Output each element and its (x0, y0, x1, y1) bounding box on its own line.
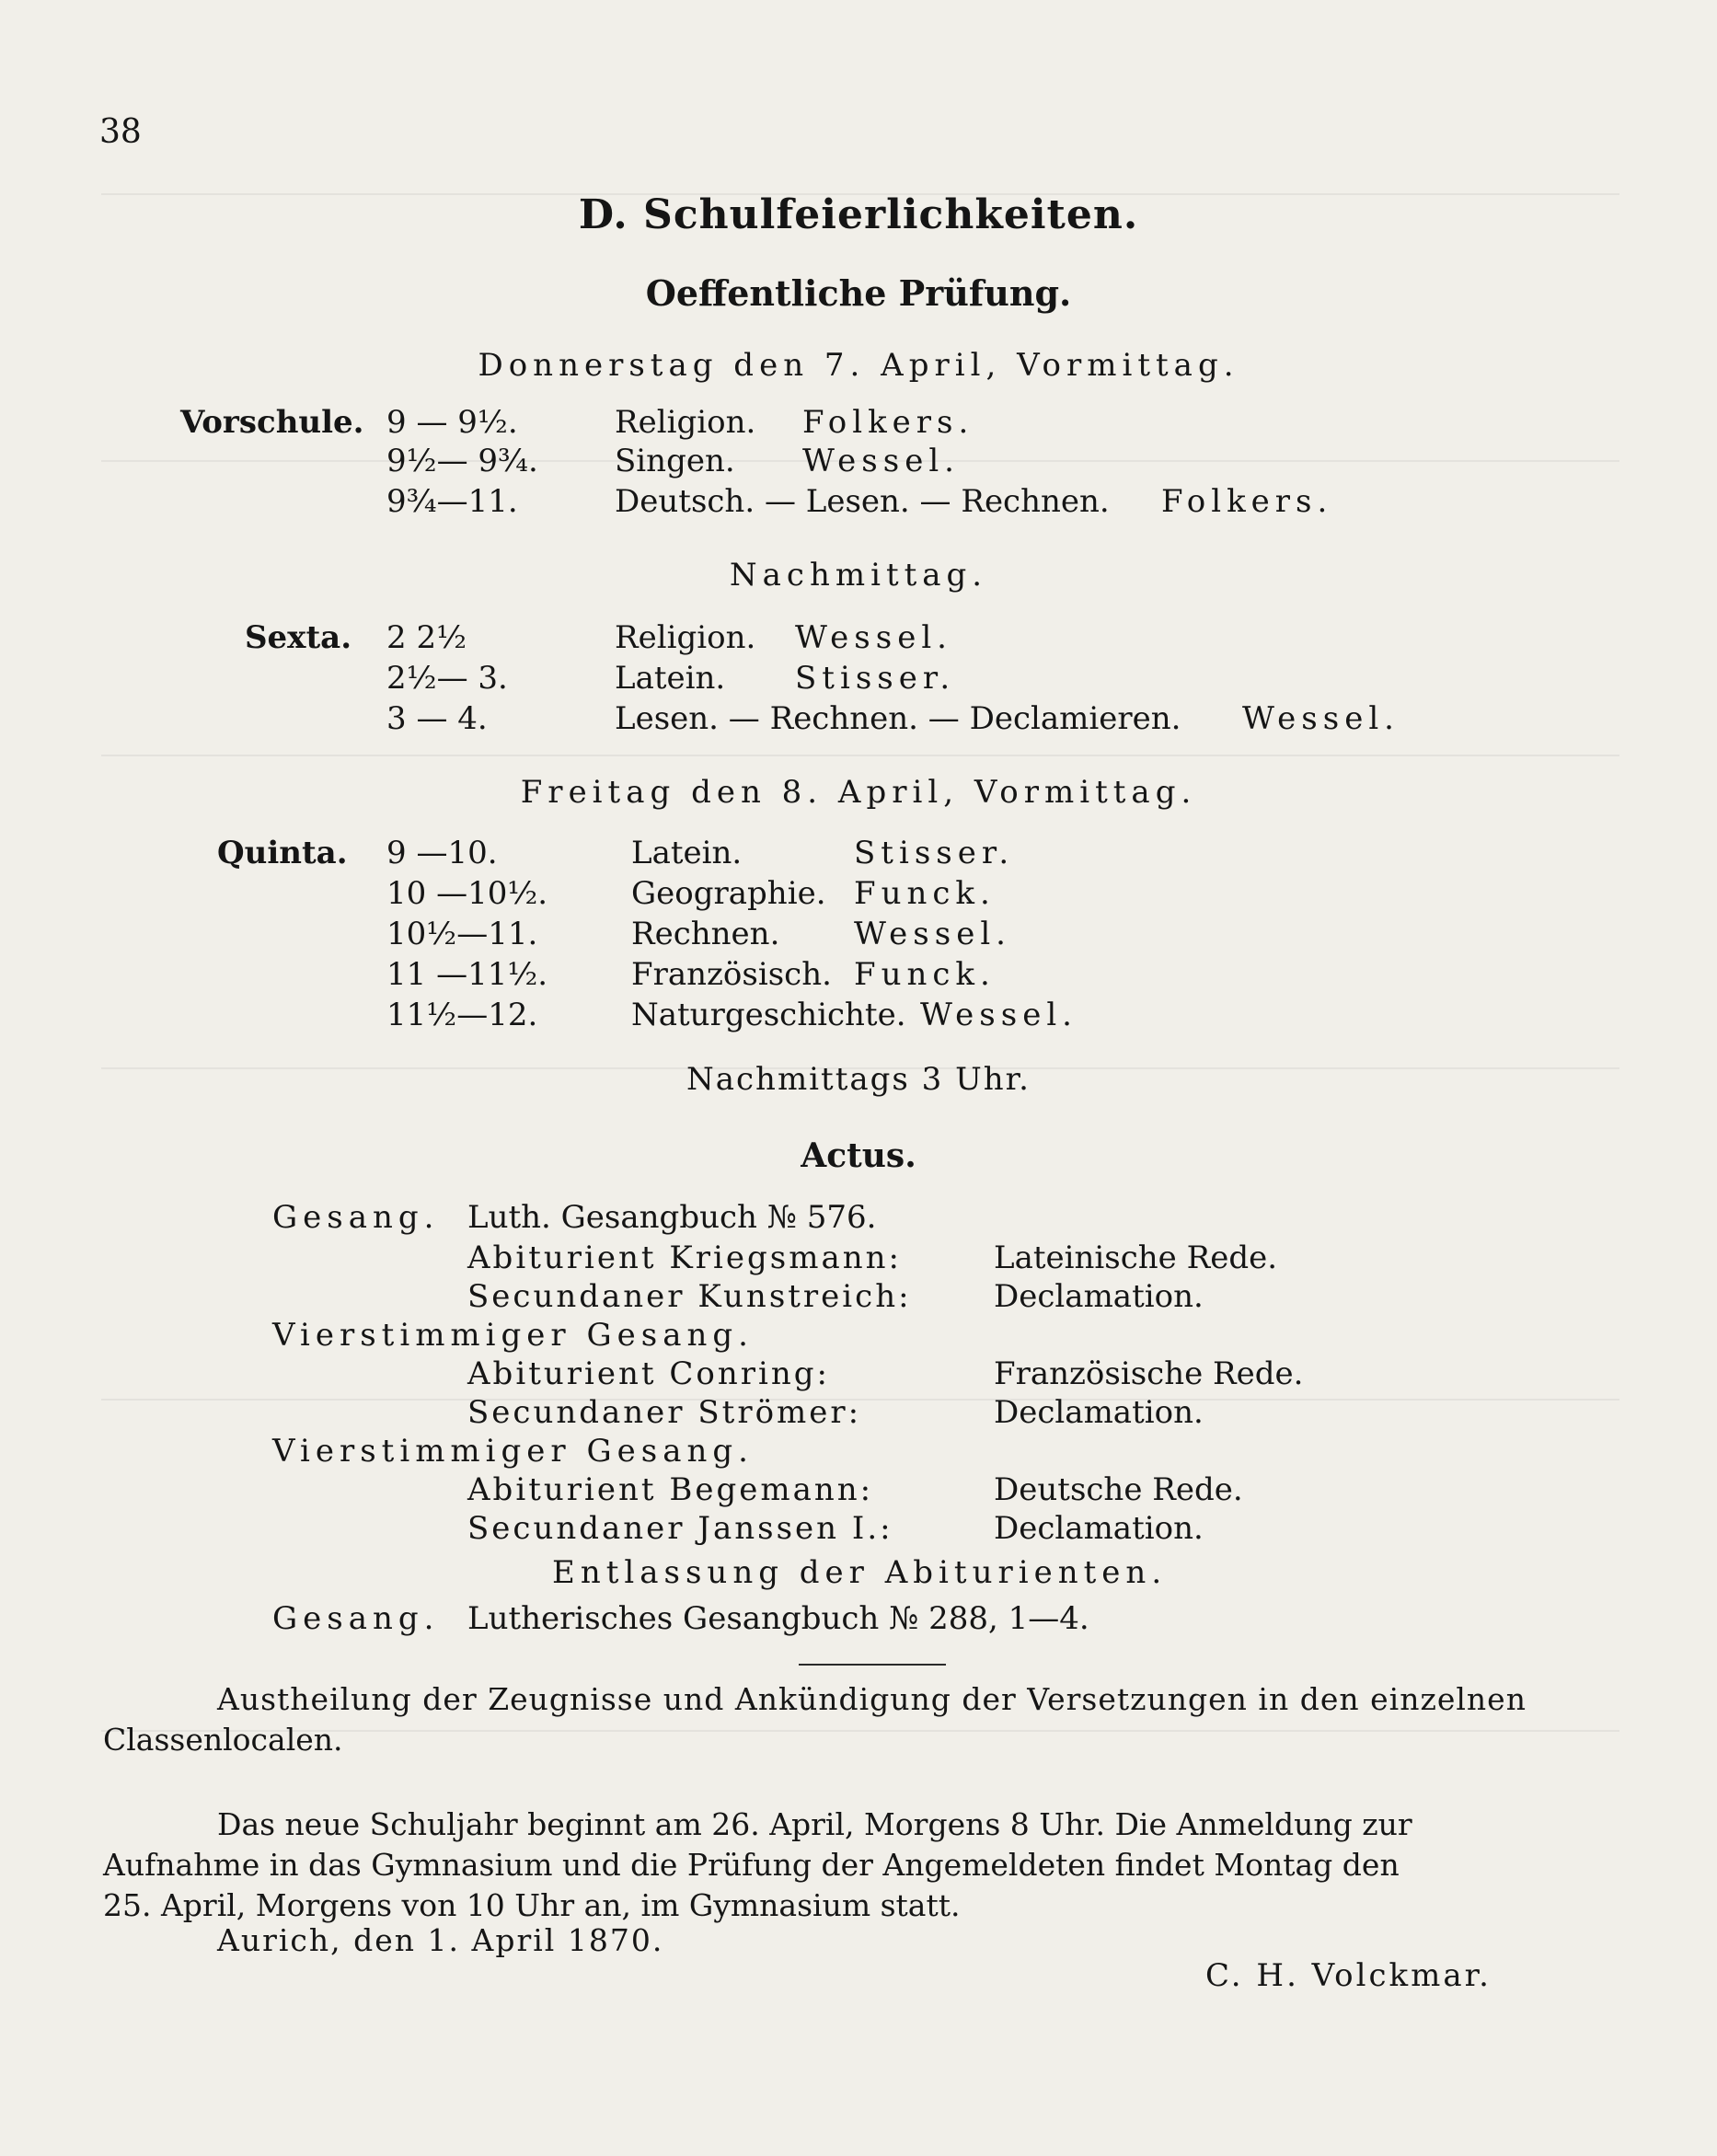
schedule-subject: Religion. (615, 404, 756, 441)
signature: C. H. Volckmar. (1205, 1957, 1492, 1994)
schedule-subject: Deutsch. — Lesen. — Rechnen. (615, 483, 1110, 520)
schedule-time: 10½—11. (386, 916, 538, 952)
speaker: Secundaner Strömer: (467, 1394, 862, 1431)
speech-type: Declamation. (994, 1510, 1204, 1547)
schedule-time: 9½— 9¾. (386, 443, 538, 479)
day1-heading: Donnerstag den 7. April, Vormittag. (478, 347, 1239, 384)
place-date: Aurich, den 1. April 1870. (217, 1922, 664, 1958)
speech-type: Deutsche Rede. (994, 1471, 1243, 1508)
schedule-time: 3 — 4. (386, 700, 488, 737)
schedule-time: 9 —10. (386, 835, 498, 871)
schedule-subject: Singen. (615, 443, 735, 479)
day2-afternoon-heading: Nachmittags 3 Uhr. (686, 1061, 1031, 1098)
schedule-time: 2 2½ (386, 619, 467, 656)
speech-type: Declamation. (994, 1394, 1204, 1431)
choir-song: Vierstimmiger Gesang. (272, 1317, 754, 1354)
notice-line: Classenlocalen. (103, 1722, 343, 1758)
choir-song: Vierstimmiger Gesang. (272, 1433, 754, 1470)
schedule-teacher: Wessel. (802, 443, 960, 479)
schedule-subject: Naturgeschichte. (631, 997, 906, 1033)
schedule-subject: Geographie. (631, 875, 826, 912)
hymn-reference: Lutherisches Gesangbuch № 288, 1—4. (467, 1600, 1089, 1637)
subsection-title: Oeffentliche Prüfung. (645, 272, 1072, 314)
bleed-through-line (101, 755, 1619, 756)
section-title: D. Schulfeierlichkeiten. (578, 191, 1139, 238)
schedule-time: 11½—12. (386, 997, 538, 1033)
speaker: Abiturient Begemann: (467, 1471, 874, 1508)
speaker: Abiturient Kriegsmann: (467, 1239, 902, 1276)
announcement-line: 25. April, Morgens von 10 Uhr an, im Gymnasium statt. (103, 1887, 961, 1923)
sexta-label: Sexta. (245, 619, 352, 656)
day2-heading: Freitag den 8. April, Vormittag. (520, 774, 1197, 811)
speech-type: Französische Rede. (994, 1355, 1304, 1392)
separator-rule (799, 1664, 946, 1666)
schedule-time: 10 —10½. (386, 875, 548, 912)
gesang-label: Gesang. (272, 1600, 440, 1637)
gesang-label: Gesang. (272, 1199, 440, 1236)
page-number: 38 (99, 113, 142, 151)
speaker: Abiturient Conring: (467, 1355, 830, 1392)
hymn-reference: Luth. Gesangbuch № 576. (467, 1199, 877, 1236)
vorschule-label: Vorschule. (180, 404, 364, 441)
schedule-subject: Latein. (615, 660, 726, 697)
schedule-teacher: Folkers. (802, 404, 974, 441)
schedule-teacher: Stisser. (795, 660, 956, 697)
schedule-subject: Religion. (615, 619, 756, 656)
schedule-time: 2½— 3. (386, 660, 508, 697)
announcement-line: Das neue Schuljahr beginnt am 26. April, Morgens 8 Uhr. Die Anmeldung zur (217, 1806, 1412, 1842)
schedule-teacher: Funck. (854, 875, 996, 912)
speaker: Secundaner Kunstreich: (467, 1278, 912, 1315)
speech-type: Lateinische Rede. (994, 1239, 1278, 1276)
speech-type: Declamation. (994, 1278, 1204, 1315)
speaker: Secundaner Janssen I.: (467, 1510, 893, 1547)
schedule-subject: Französisch. (631, 956, 832, 993)
schedule-time: 11 —11½. (386, 956, 548, 993)
schedule-teacher: Stisser. (854, 835, 1015, 871)
schedule-teacher: Wessel. (795, 619, 952, 656)
day1-afternoon-heading: Nachmittag. (729, 557, 988, 594)
schedule-time: 9 — 9½. (386, 404, 518, 441)
notice-line: Austheilung der Zeugnisse und Ankündigung der Versetzungen in den einzelnen (217, 1681, 1527, 1717)
schedule-subject: Latein. (631, 835, 743, 871)
schedule-teacher: Wessel. (854, 916, 1011, 952)
schedule-subject: Rechnen. (631, 916, 780, 952)
quinta-label: Quinta. (217, 835, 348, 871)
announcement-line: Aufnahme in das Gymnasium und die Prüfung der Angemeldeten findet Montag den (103, 1847, 1400, 1883)
schedule-subject: Lesen. — Rechnen. — Declamieren. (615, 700, 1181, 737)
dismissal-line: Entlassung der Abiturienten. (552, 1554, 1168, 1591)
schedule-time: 9¾—11. (386, 483, 518, 520)
schedule-teacher: Folkers. (1161, 483, 1333, 520)
schedule-teacher: Wessel. (1242, 700, 1400, 737)
actus-heading: Actus. (801, 1136, 916, 1175)
schedule-teacher: Wessel. (920, 997, 1077, 1033)
schedule-teacher: Funck. (854, 956, 996, 993)
